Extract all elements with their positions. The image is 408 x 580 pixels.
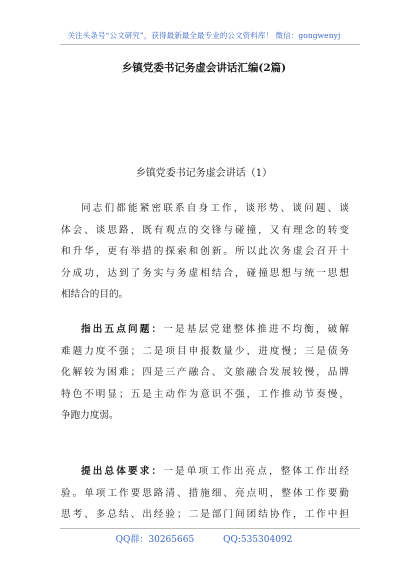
paragraph-line: 难题力度不强；二是项目申报数量少，进度慢；三是债务 bbox=[61, 345, 349, 357]
section-title: 乡镇党委书记务虚会讲话（1） bbox=[135, 168, 273, 179]
paragraph-2 bbox=[61, 319, 349, 427]
paragraph-line: 化解较为困难；四是三产融合、文旅融合发展较慢，品牌 bbox=[61, 367, 349, 379]
paragraph-3 bbox=[61, 461, 349, 526]
footer-qq: QQ:535304092 bbox=[223, 535, 293, 545]
paragraph-line-lead bbox=[61, 319, 349, 341]
paragraph-line: 分成功，达到了务实与务虚相结合，碰撞思想与统一思想 bbox=[61, 267, 349, 279]
header-note: 关注头条号“公文研究”，获得最新最全最专业的公文资料库！ 微信：gongwenyj bbox=[67, 31, 341, 40]
paragraph-line-text: 一是基层党建整体推进不均衡，破解 bbox=[163, 324, 349, 335]
document-title: 乡镇党委书记务虚会讲话汇编(2篇) bbox=[121, 62, 287, 74]
footer bbox=[0, 532, 408, 545]
header-divider bbox=[60, 44, 360, 45]
paragraph-line: 特色不明显；五是主动作为意识不强，工作推动节奏慢， bbox=[61, 388, 349, 400]
paragraph-line: 同志们都能紧密联系自身工作，谈形势、谈问题、谈 bbox=[81, 203, 349, 214]
footer-divider bbox=[60, 528, 360, 529]
paragraph-lead: 指出五点问题： bbox=[81, 324, 164, 335]
paragraph-line: 验。单项工作要思路清、措施细、亮点明，整体工作要勤 bbox=[61, 487, 349, 499]
paragraph-line-lead bbox=[61, 461, 349, 483]
paragraph-line: 和升华，更有举措的探索和创新。所以此次务虚会召开十 bbox=[61, 246, 349, 258]
paragraph-line: 思考、多总结、出经验；二是部门间团结协作，工作中担 bbox=[61, 509, 349, 521]
paragraph-line: 争跑力度弱。 bbox=[61, 410, 119, 422]
paragraph-line: 体会、谈思路，既有观点的交锋与碰撞，又有理念的转变 bbox=[61, 224, 349, 236]
footer-qq-group: QQ群：30265665 bbox=[115, 535, 195, 545]
paragraph-1 bbox=[61, 198, 349, 306]
paragraph-line: 相结合的目的。 bbox=[61, 289, 129, 301]
paragraph-line-text: 一是单项工作出亮点，整体工作出经 bbox=[163, 466, 349, 477]
paragraph-lead: 提出总体要求： bbox=[81, 466, 164, 477]
